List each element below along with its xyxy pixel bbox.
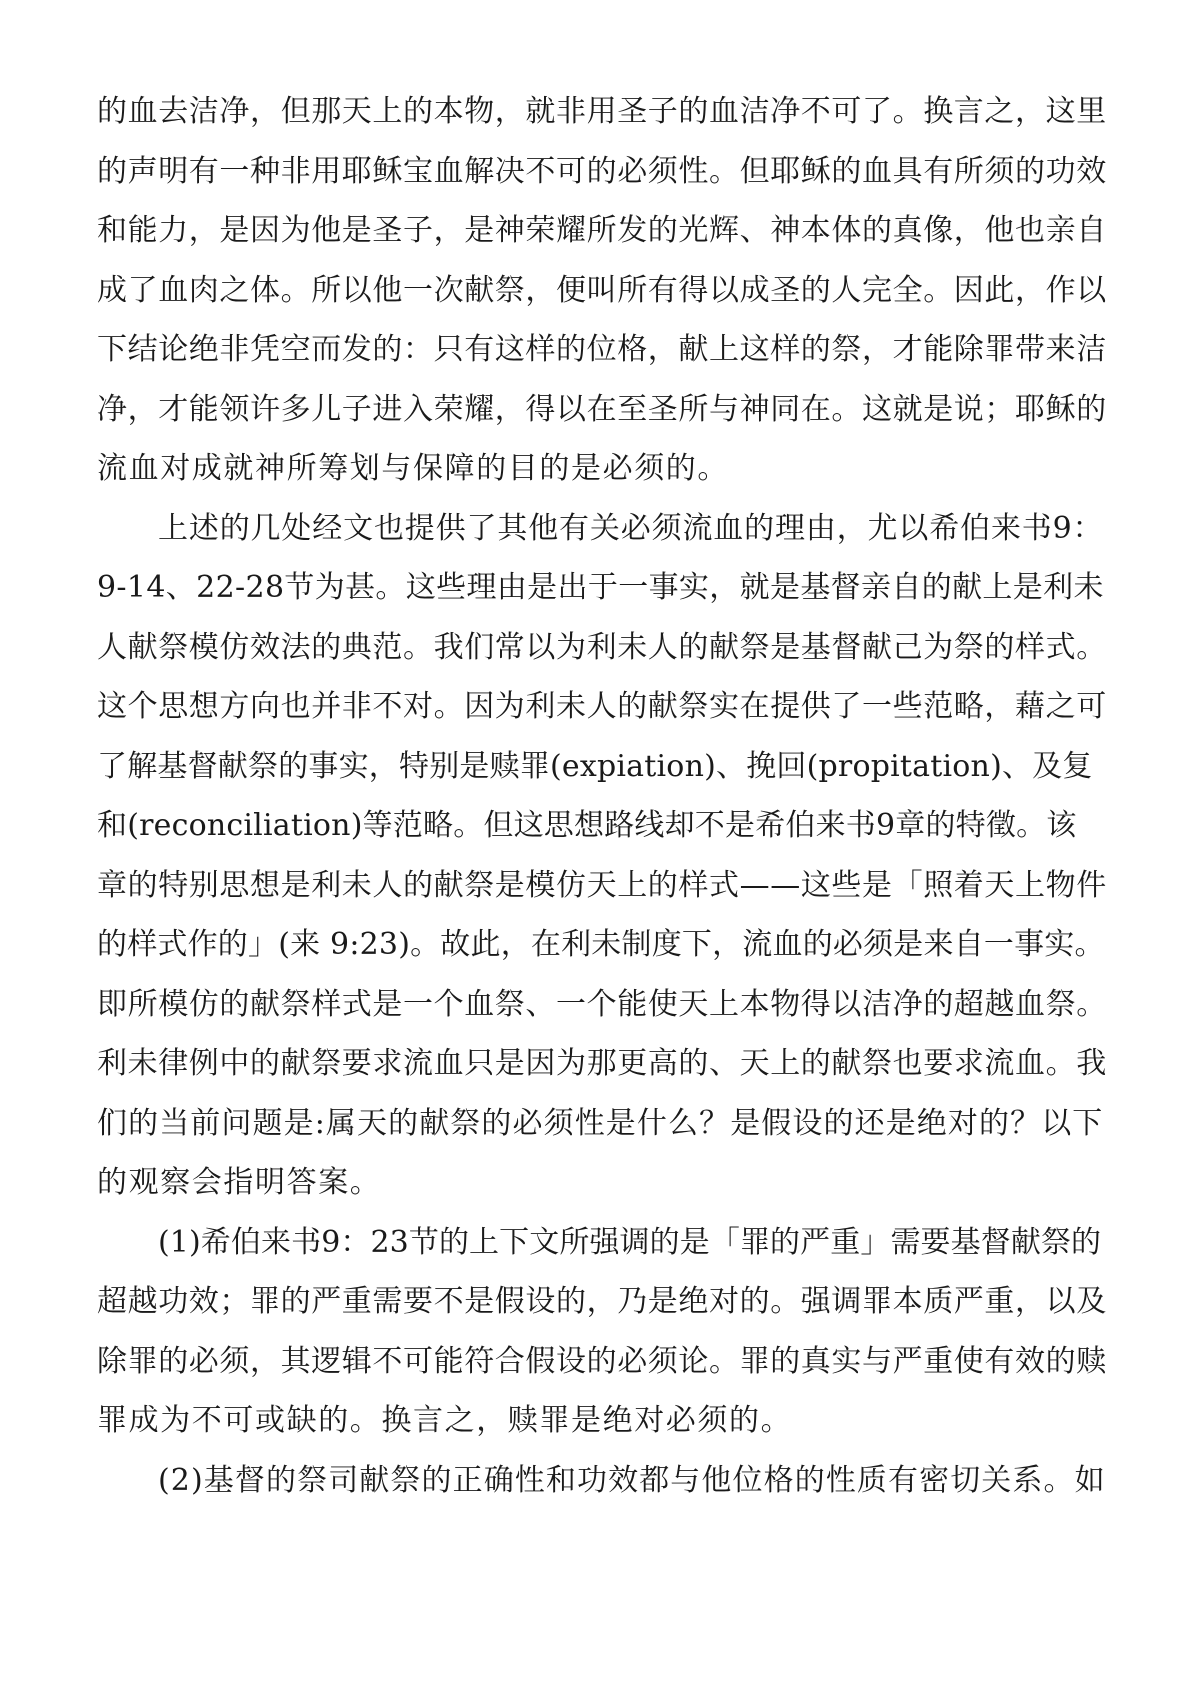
text-line: 的血去洁净，但那天上的本物，就非用圣子的血洁净不可了。换言之，这里: [97, 94, 1107, 129]
paragraph-first-line: 上述的几处经文也提供了其他有关必须流血的理由，尤以希伯来书9：: [158, 510, 1104, 546]
text-line: 流血对成就神所筹划与保障的目的是必须的。: [97, 451, 729, 486]
paragraph-first-line: (1)希伯来书9：23节的上下文所强调的是「罪的严重」需要基督献祭的: [158, 1224, 1102, 1260]
body-text: [97, 82, 1107, 1510]
text-line: 下结论绝非凭空而发的：只有这样的位格，献上这样的祭，才能除罪带来洁: [97, 332, 1107, 367]
text-line: 净，才能领许多儿子进入荣耀，得以在至圣所与神同在。这就是说；耶稣的: [97, 391, 1107, 427]
text-line: 除罪的必须，其逻辑不可能符合假设的必须论。罪的真实与严重使有效的赎: [97, 1343, 1107, 1379]
text-line: 成了血肉之体。所以他一次献祭，便叫所有得以成圣的人完全。因此，作以: [97, 272, 1107, 308]
text-line: 9-14、22-28节为甚。这些理由是出于一事实，就是基督亲自的献上是利未: [97, 570, 1104, 605]
paragraph-first-line: (2)基督的祭司献祭的正确性和功效都与他位格的性质有密切关系。如: [158, 1462, 1106, 1498]
text-line: 了解基督献祭的事实，特别是赎罪(expiation)、挽回(propitation)、及复: [97, 748, 1093, 784]
text-line: 的样式作的」(来 9:23)。故此，在利未制度下，流血的必须是来自一事实。: [97, 927, 1105, 962]
text-line: 们的当前问题是:属天的献祭的必须性是什么？是假设的还是绝对的？以下: [97, 1105, 1104, 1141]
text-line: 章的特别思想是利未人的献祭是模仿天上的样式——这些是「照着天上物件: [97, 867, 1107, 903]
text-line: 超越功效；罪的严重需要不是假设的，乃是绝对的。强调罪本质严重，以及: [97, 1284, 1107, 1319]
text-line: 人献祭模仿效法的典范。我们常以为利未人的献祭是基督献己为祭的样式。: [97, 629, 1107, 665]
text-line: 即所模仿的献祭样式是一个血祭、一个能使天上本物得以洁净的超越血祭。: [97, 986, 1107, 1022]
text-line: 和能力，是因为他是圣子，是神荣耀所发的光辉、神本体的真像，他也亲自: [97, 213, 1107, 248]
text-line: 罪成为不可或缺的。换言之，赎罪是绝对必须的。: [97, 1403, 793, 1438]
text-line: 的观察会指明答案。: [97, 1165, 382, 1200]
text-line: 这个思想方向也并非不对。因为利未人的献祭实在提供了一些范略，藉之可: [97, 689, 1107, 724]
text-line: 的声明有一种非用耶稣宝血解决不可的必须性。但耶稣的血具有所须的功效: [97, 153, 1107, 189]
text-line: 利未律例中的献祭要求流血只是因为那更高的、天上的献祭也要求流血。我: [97, 1046, 1107, 1081]
text-line: 和(reconciliation)等范略。但这思想路线却不是希伯来书9章的特徵。该: [97, 808, 1077, 843]
